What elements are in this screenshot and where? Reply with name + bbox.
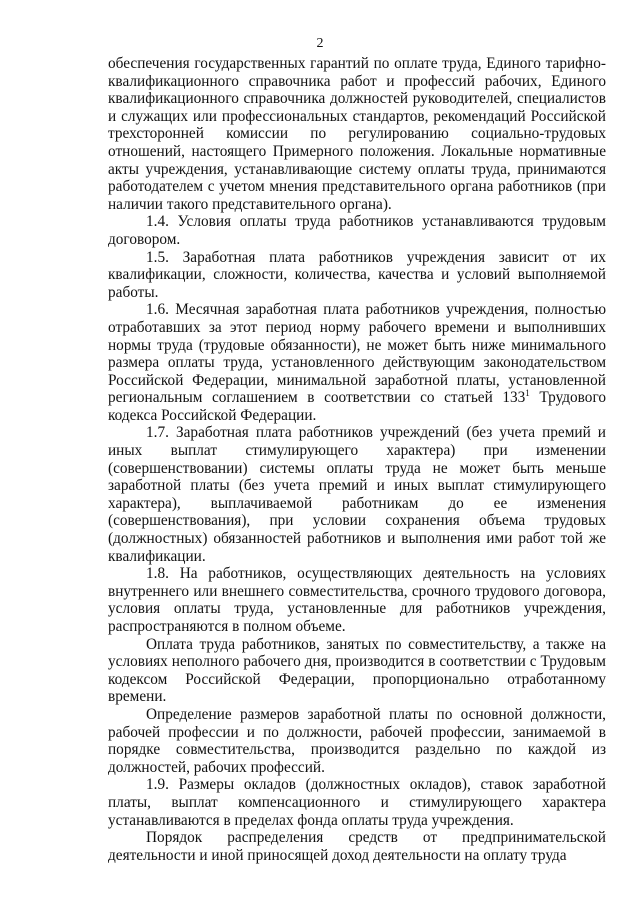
article-superscript: 1 bbox=[525, 388, 530, 399]
paragraph-1-6 bbox=[108, 301, 606, 424]
paragraph-1-3-continuation: обеспечения государственных гарантий по оплате труда, Единого тарифно-квалификационного справочника работ и профессий рабочих, Единого квалификационного справочника должностей руководителей, специалистов и служащих или профессиональных стандартов, рекомендаций Российской трехсторонней комиссии по регулированию социально-трудовых отношений, настоящего Примерного положения. Локальные нормативные акты учреждения, устанавливающие систему оплаты труда, принимаются работодателем с учетом мнения представительного органа работников (при наличии такого представительного органа). bbox=[108, 55, 606, 213]
paragraph-salary-determination: Определение размеров заработной платы по основной должности, рабочей профессии и по должности, рабочей профессии, занимаемой в порядке совместительства, производится раздельно по каждой из должностей, рабочих профессий. bbox=[108, 705, 606, 776]
paragraph-1-5: 1.5. Заработная плата работников учреждения зависит от их квалификации, сложности, количества, качества и условий выполняемой работы. bbox=[108, 248, 606, 301]
page-number: 2 bbox=[316, 36, 324, 51]
paragraph-1-8: 1.8. На работников, осуществляющих деятельность на условиях внутреннего или внешнего совместительства, срочного трудового договора, условия оплаты труда, установленные для работников учреждения, распространяются в полном объеме. bbox=[108, 565, 606, 635]
document-body bbox=[108, 55, 606, 864]
paragraph-income-distribution: Порядок распределения средств от предпринимательской деятельности и иной приносящей доход деятельности на оплату труда bbox=[108, 829, 606, 864]
paragraph-1-6-text: 1.6. Месячная заработная плата работников учреждения, полностью отработавших за этот период норму рабочего времени и выполнивших нормы труда (трудовые обязанности), не может быть ниже минимального размера оплаты труда, установленного действующим законодательством Российской Федерации, минимальной заработной платы, установленной региональным соглашением в соответствии со статьей 133 bbox=[108, 301, 606, 407]
paragraph-1-4: 1.4. Условия оплаты труда работников устанавливаются трудовым договором. bbox=[108, 213, 606, 248]
paragraph-1-7: 1.7. Заработная плата работников учреждений (без учета премий и иных выплат стимулирующего характера) при изменении (совершенствовании) системы оплаты труда не может быть меньше заработной платы (без учета премий и иных выплат стимулирующего характера), выплачиваемой работникам до ее изменения (совершенствования), при условии сохранения объема трудовых (должностных) обязанностей работников и выполнения ими работ той же квалификации. bbox=[108, 424, 606, 565]
paragraph-1-6-text-end: Трудового кодекса Российской Федерации. bbox=[108, 389, 606, 424]
paragraph-1-9: 1.9. Размеры окладов (должностных окладов), ставок заработной платы, выплат компенсационного и стимулирующего характера устанавливаются в пределах фонда оплаты труда учреждения. bbox=[108, 776, 606, 829]
paragraph-part-time-pay: Оплата труда работников, занятых по совместительству, а также на условиях неполного рабочего дня, производится в соответствии с Трудовым кодексом Российской Федерации, пропорционально отработанному времени. bbox=[108, 635, 606, 706]
